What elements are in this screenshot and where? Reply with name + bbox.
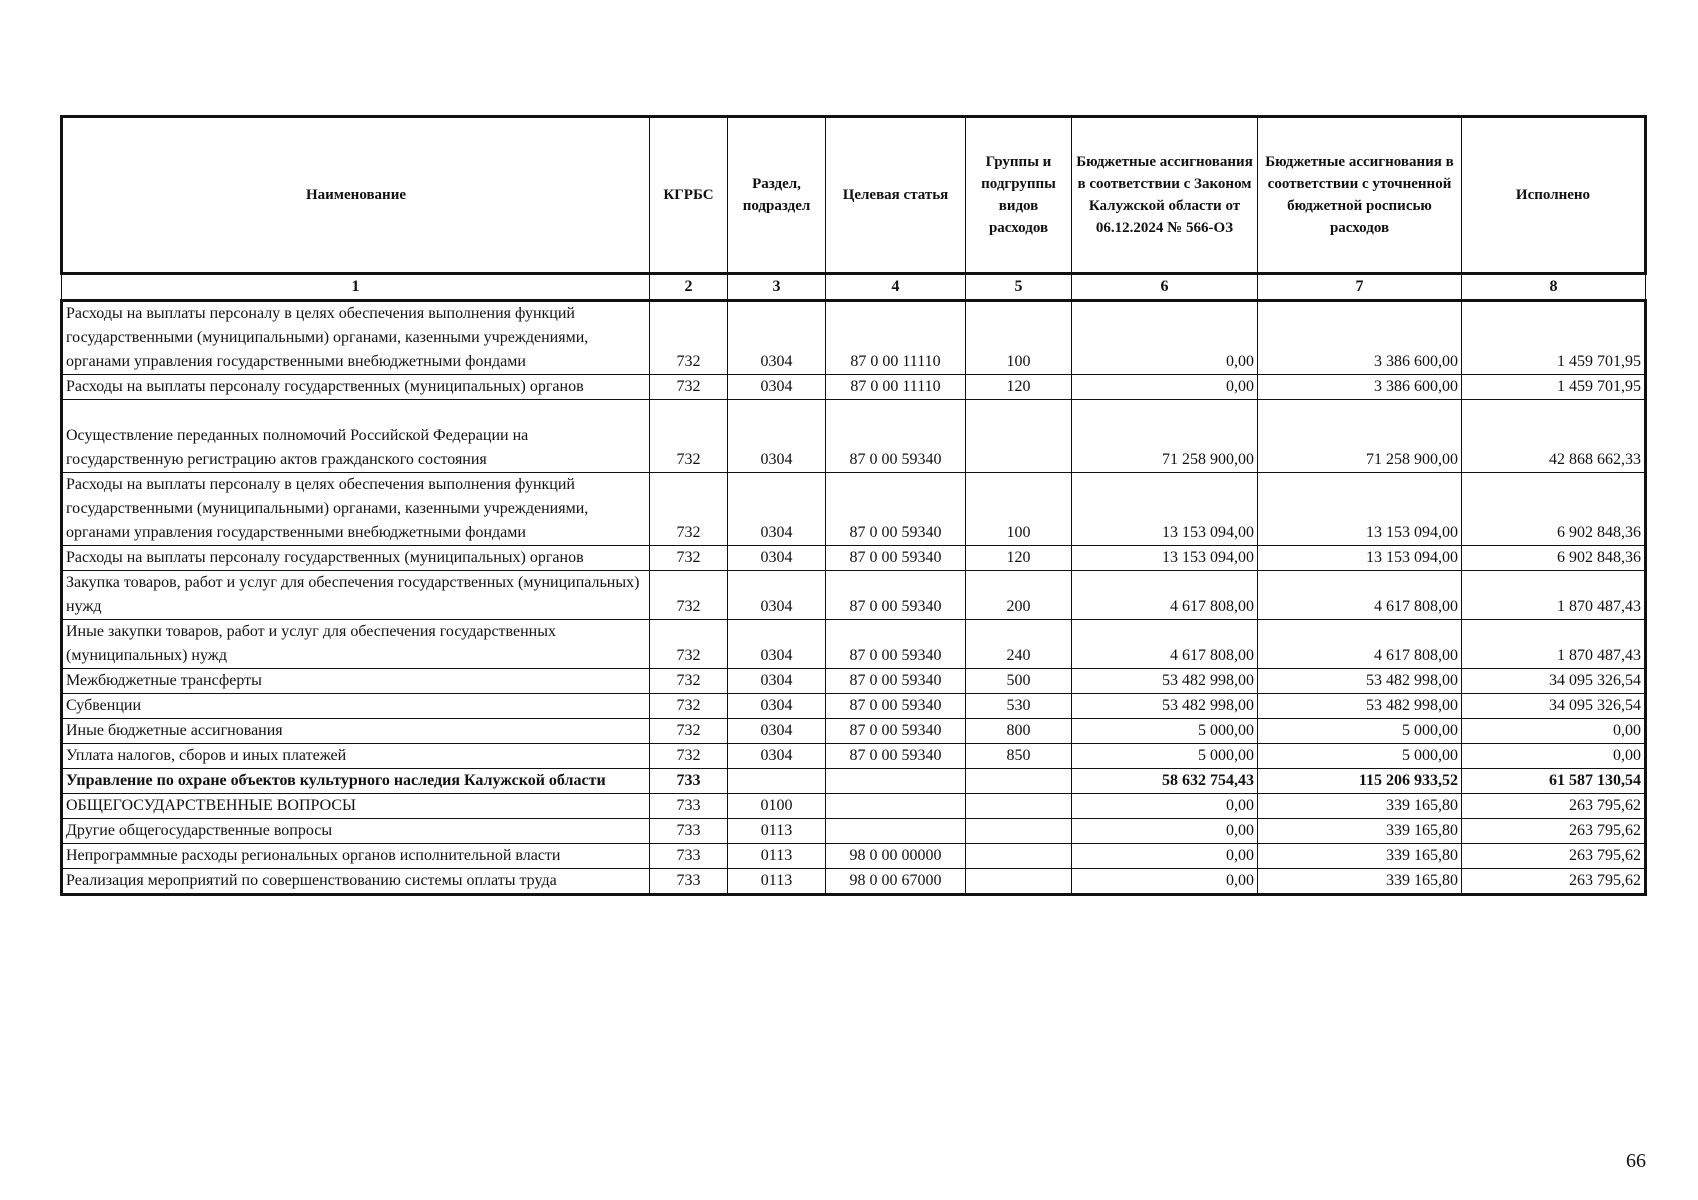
cell-law-allocation: 4 617 808,00 <box>1072 571 1258 620</box>
cell-kgrbs: 732 <box>650 546 728 571</box>
cell-expense-group: 100 <box>966 301 1072 375</box>
cell-kgrbs: 732 <box>650 669 728 694</box>
cell-law-allocation: 53 482 998,00 <box>1072 669 1258 694</box>
cell-section: 0113 <box>728 819 826 844</box>
cell-name: Межбюджетные трансферты <box>62 669 650 694</box>
cell-kgrbs: 732 <box>650 400 728 473</box>
table-row <box>62 694 1646 719</box>
cell-law-allocation: 53 482 998,00 <box>1072 694 1258 719</box>
cell-kgrbs: 732 <box>650 375 728 400</box>
cell-law-allocation: 5 000,00 <box>1072 744 1258 769</box>
cell-name: Расходы на выплаты персоналу государственных (муниципальных) органов <box>62 375 650 400</box>
cell-law-allocation: 0,00 <box>1072 869 1258 895</box>
cell-refined-allocation: 13 153 094,00 <box>1258 473 1462 546</box>
cell-refined-allocation: 115 206 933,52 <box>1258 769 1462 794</box>
cell-law-allocation: 0,00 <box>1072 844 1258 869</box>
table-row <box>62 400 1646 473</box>
cell-target-article: 98 0 00 00000 <box>826 844 966 869</box>
column-number: 7 <box>1258 274 1462 301</box>
cell-section: 0100 <box>728 794 826 819</box>
column-number: 1 <box>62 274 650 301</box>
cell-target-article: 87 0 00 59340 <box>826 473 966 546</box>
cell-executed: 263 795,62 <box>1462 819 1646 844</box>
header-executed: Исполнено <box>1462 117 1646 274</box>
cell-expense-group: 200 <box>966 571 1072 620</box>
cell-target-article: 87 0 00 11110 <box>826 301 966 375</box>
cell-law-allocation: 71 258 900,00 <box>1072 400 1258 473</box>
cell-expense-group: 120 <box>966 546 1072 571</box>
cell-law-allocation: 0,00 <box>1072 301 1258 375</box>
cell-target-article: 87 0 00 59340 <box>826 571 966 620</box>
cell-executed: 34 095 326,54 <box>1462 694 1646 719</box>
table-body <box>62 301 1646 895</box>
cell-law-allocation: 5 000,00 <box>1072 719 1258 744</box>
table-row <box>62 869 1646 895</box>
cell-section <box>728 769 826 794</box>
cell-target-article: 98 0 00 67000 <box>826 869 966 895</box>
header-expense-groups: Группы и подгруппы видов расходов <box>966 117 1072 274</box>
cell-target-article <box>826 794 966 819</box>
table-row <box>62 719 1646 744</box>
cell-expense-group: 800 <box>966 719 1072 744</box>
cell-section: 0113 <box>728 844 826 869</box>
cell-section: 0304 <box>728 375 826 400</box>
cell-name: Расходы на выплаты персоналу в целях обеспечения выполнения функций государственными (муниципальными) органами, казенными учреждениями, органами управления государственными внебюджетными фондами <box>62 473 650 546</box>
cell-executed: 42 868 662,33 <box>1462 400 1646 473</box>
cell-kgrbs: 733 <box>650 869 728 895</box>
cell-executed: 263 795,62 <box>1462 869 1646 895</box>
cell-section: 0304 <box>728 400 826 473</box>
cell-refined-allocation: 4 617 808,00 <box>1258 620 1462 669</box>
cell-expense-group: 120 <box>966 375 1072 400</box>
cell-refined-allocation: 4 617 808,00 <box>1258 571 1462 620</box>
cell-name: Управление по охране объектов культурного наследия Калужской области <box>62 769 650 794</box>
cell-kgrbs: 732 <box>650 571 728 620</box>
cell-kgrbs: 733 <box>650 794 728 819</box>
cell-expense-group <box>966 819 1072 844</box>
cell-section: 0304 <box>728 473 826 546</box>
cell-target-article: 87 0 00 59340 <box>826 669 966 694</box>
cell-refined-allocation: 53 482 998,00 <box>1258 669 1462 694</box>
cell-kgrbs: 733 <box>650 769 728 794</box>
cell-name: Осуществление переданных полномочий Российской Федерации на государственную регистрацию актов гражданского состояния <box>62 400 650 473</box>
table-row <box>62 794 1646 819</box>
cell-executed: 1 870 487,43 <box>1462 620 1646 669</box>
cell-name: Другие общегосударственные вопросы <box>62 819 650 844</box>
table-row <box>62 546 1646 571</box>
cell-kgrbs: 732 <box>650 719 728 744</box>
cell-target-article: 87 0 00 59340 <box>826 744 966 769</box>
column-number-row <box>62 274 1646 301</box>
cell-name: Реализация мероприятий по совершенствованию системы оплаты труда <box>62 869 650 895</box>
table-row <box>62 571 1646 620</box>
cell-refined-allocation: 53 482 998,00 <box>1258 694 1462 719</box>
cell-name: Расходы на выплаты персоналу государственных (муниципальных) органов <box>62 546 650 571</box>
column-number: 6 <box>1072 274 1258 301</box>
cell-kgrbs: 732 <box>650 620 728 669</box>
cell-law-allocation: 0,00 <box>1072 375 1258 400</box>
cell-expense-group: 100 <box>966 473 1072 546</box>
cell-executed: 263 795,62 <box>1462 794 1646 819</box>
table-row <box>62 819 1646 844</box>
header-refined-allocations: Бюджетные ассигнования в соответствии с уточненной бюджетной росписью расходов <box>1258 117 1462 274</box>
cell-kgrbs: 732 <box>650 744 728 769</box>
cell-target-article: 87 0 00 59340 <box>826 400 966 473</box>
cell-expense-group <box>966 844 1072 869</box>
cell-refined-allocation: 5 000,00 <box>1258 719 1462 744</box>
cell-executed: 0,00 <box>1462 719 1646 744</box>
column-number: 2 <box>650 274 728 301</box>
cell-expense-group <box>966 869 1072 895</box>
cell-expense-group <box>966 794 1072 819</box>
cell-expense-group: 530 <box>966 694 1072 719</box>
cell-expense-group: 240 <box>966 620 1072 669</box>
cell-target-article: 87 0 00 59340 <box>826 546 966 571</box>
cell-executed: 1 459 701,95 <box>1462 301 1646 375</box>
cell-section: 0113 <box>728 869 826 895</box>
budget-table <box>60 115 1647 896</box>
header-target-article: Целевая статья <box>826 117 966 274</box>
cell-executed: 6 902 848,36 <box>1462 546 1646 571</box>
header-law-allocations: Бюджетные ассигнования в соответствии с Законом Калужской области от 06.12.2024 № 566-ОЗ <box>1072 117 1258 274</box>
cell-refined-allocation: 3 386 600,00 <box>1258 301 1462 375</box>
header-section: Раздел, подраздел <box>728 117 826 274</box>
table-row <box>62 744 1646 769</box>
table-row <box>62 301 1646 375</box>
cell-section: 0304 <box>728 571 826 620</box>
column-number: 3 <box>728 274 826 301</box>
header-name: Наименование <box>62 117 650 274</box>
cell-refined-allocation: 13 153 094,00 <box>1258 546 1462 571</box>
cell-kgrbs: 732 <box>650 473 728 546</box>
cell-target-article: 87 0 00 59340 <box>826 694 966 719</box>
cell-expense-group <box>966 769 1072 794</box>
header-row <box>62 117 1646 274</box>
cell-law-allocation: 58 632 754,43 <box>1072 769 1258 794</box>
cell-refined-allocation: 339 165,80 <box>1258 819 1462 844</box>
cell-law-allocation: 0,00 <box>1072 794 1258 819</box>
cell-executed: 34 095 326,54 <box>1462 669 1646 694</box>
cell-name: Непрограммные расходы региональных органов исполнительной власти <box>62 844 650 869</box>
table-row <box>62 769 1646 794</box>
cell-name: Уплата налогов, сборов и иных платежей <box>62 744 650 769</box>
cell-refined-allocation: 339 165,80 <box>1258 844 1462 869</box>
cell-name: ОБЩЕГОСУДАРСТВЕННЫЕ ВОПРОСЫ <box>62 794 650 819</box>
cell-target-article: 87 0 00 59340 <box>826 719 966 744</box>
table-row <box>62 620 1646 669</box>
table-row <box>62 375 1646 400</box>
cell-expense-group: 500 <box>966 669 1072 694</box>
cell-name: Закупка товаров, работ и услуг для обеспечения государственных (муниципальных) нужд <box>62 571 650 620</box>
cell-section: 0304 <box>728 744 826 769</box>
cell-executed: 1 459 701,95 <box>1462 375 1646 400</box>
page-number: 66 <box>1626 1150 1646 1172</box>
cell-kgrbs: 732 <box>650 694 728 719</box>
cell-target-article <box>826 819 966 844</box>
column-number: 8 <box>1462 274 1646 301</box>
column-number: 4 <box>826 274 966 301</box>
cell-section: 0304 <box>728 546 826 571</box>
cell-expense-group <box>966 400 1072 473</box>
cell-refined-allocation: 71 258 900,00 <box>1258 400 1462 473</box>
cell-refined-allocation: 3 386 600,00 <box>1258 375 1462 400</box>
cell-law-allocation: 13 153 094,00 <box>1072 546 1258 571</box>
table-row <box>62 669 1646 694</box>
cell-executed: 1 870 487,43 <box>1462 571 1646 620</box>
table-row <box>62 844 1646 869</box>
cell-target-article: 87 0 00 59340 <box>826 620 966 669</box>
cell-law-allocation: 13 153 094,00 <box>1072 473 1258 546</box>
table-row <box>62 473 1646 546</box>
cell-executed: 263 795,62 <box>1462 844 1646 869</box>
cell-name: Субвенции <box>62 694 650 719</box>
cell-section: 0304 <box>728 694 826 719</box>
cell-target-article <box>826 769 966 794</box>
cell-executed: 61 587 130,54 <box>1462 769 1646 794</box>
column-number: 5 <box>966 274 1072 301</box>
cell-kgrbs: 732 <box>650 301 728 375</box>
cell-target-article: 87 0 00 11110 <box>826 375 966 400</box>
cell-law-allocation: 0,00 <box>1072 819 1258 844</box>
cell-executed: 0,00 <box>1462 744 1646 769</box>
header-kgrbs: КГРБС <box>650 117 728 274</box>
cell-expense-group: 850 <box>966 744 1072 769</box>
cell-law-allocation: 4 617 808,00 <box>1072 620 1258 669</box>
cell-section: 0304 <box>728 669 826 694</box>
cell-name: Иные бюджетные ассигнования <box>62 719 650 744</box>
cell-refined-allocation: 339 165,80 <box>1258 869 1462 895</box>
cell-kgrbs: 733 <box>650 819 728 844</box>
cell-name: Расходы на выплаты персоналу в целях обеспечения выполнения функций государственными (муниципальными) органами, казенными учреждениями, органами управления государственными внебюджетными фондами <box>62 301 650 375</box>
cell-executed: 6 902 848,36 <box>1462 473 1646 546</box>
cell-section: 0304 <box>728 719 826 744</box>
cell-name: Иные закупки товаров, работ и услуг для обеспечения государственных (муниципальных) нужд <box>62 620 650 669</box>
cell-refined-allocation: 5 000,00 <box>1258 744 1462 769</box>
cell-refined-allocation: 339 165,80 <box>1258 794 1462 819</box>
cell-kgrbs: 733 <box>650 844 728 869</box>
cell-section: 0304 <box>728 620 826 669</box>
cell-section: 0304 <box>728 301 826 375</box>
